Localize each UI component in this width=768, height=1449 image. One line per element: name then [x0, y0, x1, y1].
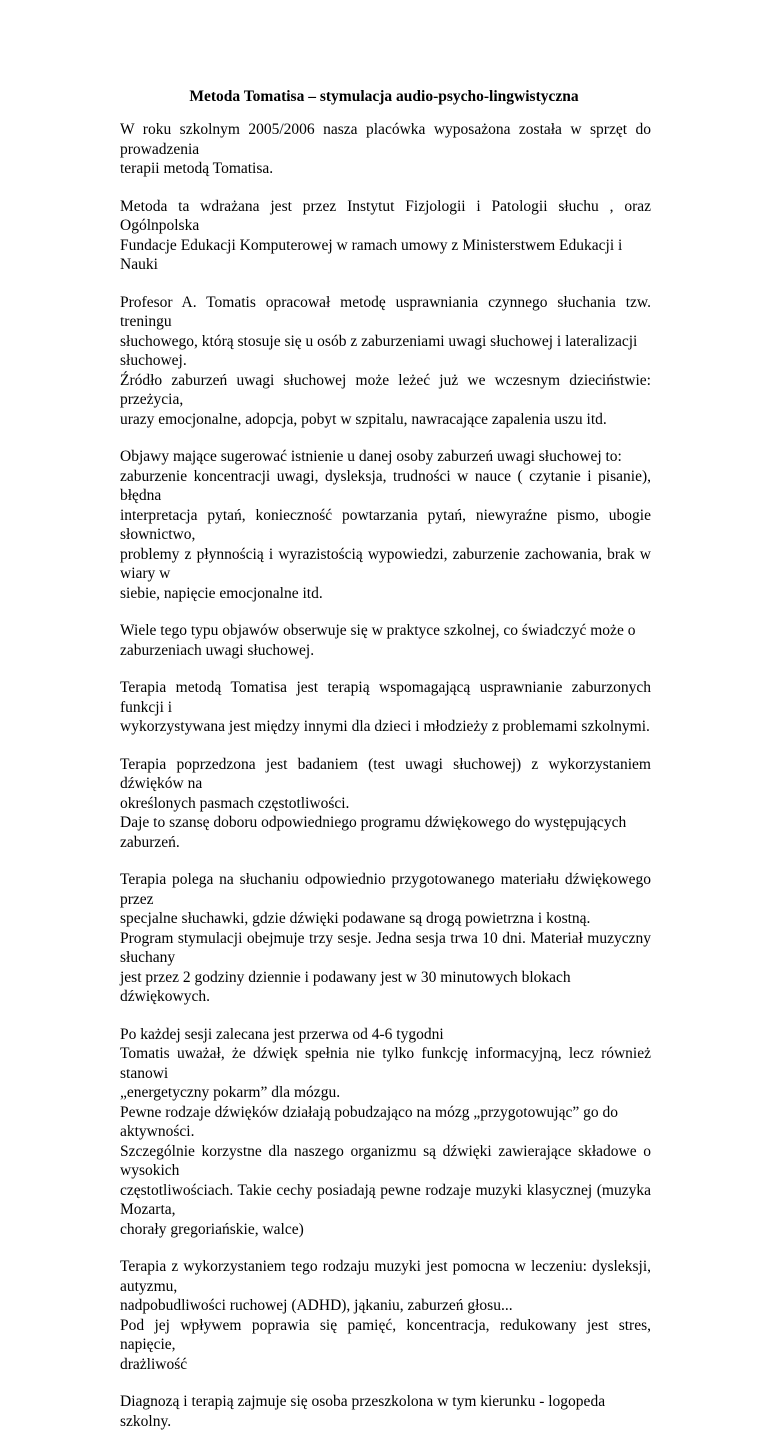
text-line: zaburzenie koncentracji uwagi, dysleksja, trudności w nauce ( czytanie i pisanie), błędna	[120, 467, 651, 504]
text-line: W roku szkolnym 2005/2006 nasza placówka wyposażona została w sprzęt do prowadzenia	[120, 121, 651, 158]
text-line: Szczególnie korzystne dla naszego organizmu są dźwięki zawierające składowe o wysokich	[120, 1142, 651, 1179]
paragraph	[120, 1392, 651, 1431]
paragraph	[120, 293, 651, 430]
paragraph	[120, 1025, 651, 1240]
text-line: Terapia metodą Tomatisa jest terapią wspomagającą usprawnianie zaburzonych funkcji i	[120, 679, 651, 716]
text-line: Daje to szansę doboru odpowiedniego programu dźwiękowego do występujących zaburzeń.	[120, 814, 627, 851]
text-line: Po każdej sesji zalecana jest przerwa od 4-6 tygodni	[120, 1025, 444, 1043]
paragraph	[120, 755, 651, 853]
text-line: terapii metodą Tomatisa.	[120, 160, 274, 177]
text-line: Profesor A. Tomatis opracował metodę usprawniania czynnego słuchania tzw. treningu	[120, 293, 651, 330]
text-line: siebie, napięcie emocjonalne itd.	[120, 584, 323, 602]
text-line: Terapia poprzedzona jest badaniem (test uwagi słuchowej) z wykorzystaniem dźwięków na	[120, 755, 651, 792]
text-line: słuchowej.	[120, 352, 187, 369]
text-line: specjalne słuchawki, gdzie dźwięki podawane są drogą powietrzna i kostną.	[120, 910, 591, 927]
text-line: Terapia z wykorzystaniem tego rodzaju muzyki jest pomocna w leczeniu: dysleksji, autyzmu,	[120, 1258, 651, 1295]
text-line: wykorzystywana jest między innymi dla dzieci i młodzieży z problemami szkolnymi.	[120, 718, 650, 735]
paragraph	[120, 120, 651, 179]
text-line: interpretacja pytań, konieczność powtarzania pytań, niewyraźne pismo, ubogie słownictwo,	[120, 506, 651, 543]
paragraph	[120, 678, 651, 737]
text-line: słuchowego, którą stosuje się u osób z zaburzeniami uwagi słuchowej i lateralizacji	[120, 332, 638, 350]
document-body	[120, 120, 651, 1449]
text-line: Fundacje Edukacji Komputerowej w ramach umowy z Ministerstwem Edukacji i Nauki	[120, 236, 623, 273]
document-title: Metoda Tomatisa – stymulacja audio-psycho-lingwistyczna	[189, 88, 579, 105]
text-line: Źródło zaburzeń uwagi słuchowej może leżeć już we wczesnym dzieciństwie: przeżycia,	[120, 371, 651, 408]
text-line: jest przez 2 godziny dziennie i podawany jest w 30 minutowych blokach dźwiękowych.	[120, 968, 571, 1005]
text-line: częstotliwościach. Takie cechy posiadają pewne rodzaje muzyki klasycznej (muzyka Mozarta,	[120, 1181, 651, 1218]
text-line: określonych pasmach częstotliwości.	[120, 794, 350, 812]
text-line: chorały gregoriańskie, walce)	[120, 1220, 304, 1238]
text-line: Objawy mające sugerować istnienie u danej osoby zaburzeń uwagi słuchowej to:	[120, 448, 622, 465]
text-line: „energetyczny pokarm” dla mózgu.	[120, 1084, 341, 1101]
text-line: drażliwość	[120, 1355, 188, 1373]
text-line: Diagnozą i terapią zajmuje się osoba przeszkolona w tym kierunku - logopeda szkolny.	[120, 1393, 606, 1430]
paragraph	[120, 870, 651, 1007]
text-line: nadpobudliwości ruchowej (ADHD), jąkaniu, zaburzeń głosu...	[120, 1297, 513, 1314]
text-line: zaburzeniach uwagi słuchowej.	[120, 641, 315, 659]
paragraph	[120, 621, 651, 660]
text-line: Pod jej wpływem poprawia się pamięć, koncentracja, redukowany jest stres, napięcie,	[120, 1316, 651, 1353]
text-line: Wiele tego typu objawów obserwuje się w praktyce szkolnej, co świadczyć może o	[120, 622, 636, 639]
paragraph	[120, 197, 651, 275]
paragraph	[120, 447, 651, 603]
paragraph	[120, 1257, 651, 1374]
text-line: Terapia polega na słuchaniu odpowiednio przygotowanego materiału dźwiękowego przez	[120, 871, 651, 908]
text-line: urazy emocjonalne, adopcja, pobyt w szpitalu, nawracające zapalenia uszu itd.	[120, 410, 607, 428]
text-line: Program stymulacji obejmuje trzy sesje. Jedna sesja trwa 10 dni. Materiał muzyczny słuchany	[120, 929, 651, 966]
text-line: problemy z płynnością i wyrazistością wypowiedzi, zaburzenie zachowania, brak w wiary w	[120, 545, 651, 582]
text-line: Metoda ta wdrażana jest przez Instytut Fizjologii i Patologii słuchu , oraz Ogólnpolska	[120, 197, 651, 234]
text-line: Pewne rodzaje dźwięków działają pobudzająco na mózg „przygotowując” go do aktywności.	[120, 1103, 618, 1140]
text-line: Tomatis uważał, że dźwięk spełnia nie tylko funkcję informacyjną, lecz również stanowi	[120, 1045, 651, 1082]
